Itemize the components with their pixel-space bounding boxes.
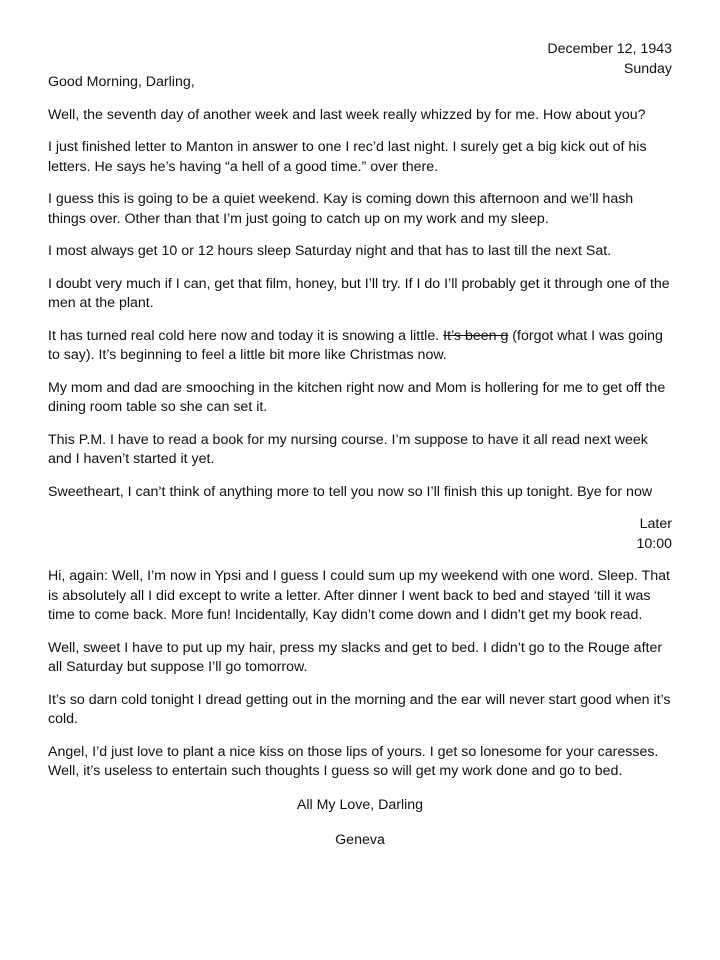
letter-paragraph: Well, the seventh day of another week and last week really whizzed by for me. How about you? (48, 106, 646, 123)
letter-greeting: Good Morning, Darling, (48, 74, 195, 90)
struck-out-text: It’s been g (443, 327, 509, 344)
letter-paragraph: I doubt very much if I can, get that film, honey, but I’ll try. If I do I’ll probably get it through one of the men at the plant. (48, 275, 670, 311)
letter-paragraph: I just finished letter to Manton in answer to one I rec’d last night. I surely get a big kick out of his letters. He says he’s having “a hell of a good time.” over there. (48, 139, 647, 175)
letter-paragraph: Well, sweet I have to put up my hair, press my slacks and get to bed. I didn’t go to the Rouge after all Saturday but suppose I’ll go tomorrow. (48, 639, 663, 675)
later-header (48, 515, 672, 554)
letter-paragraph: Hi, again: Well, I’m now in Ypsi and I guess I could sum up my weekend with one word. Sleep. That is absolutely all I did except to write a letter. After dinner I went back to bed and stayed ‘till it was time to come back. More fun! Incidentally, Kay didn’t come down and I didn’t get my book read. (48, 568, 670, 623)
letter-closing: All My Love, Darling (296, 796, 424, 813)
letter-date: December 12, 1943 (547, 41, 672, 57)
paragraph-text-after: (forgot what I was going to say). It’s beginning to feel a little bit more like Christmas now. (48, 327, 663, 363)
letter-paragraph: My mom and dad are smooching in the kitchen right now and Mom is hollering for me to get off the dining room table so she can set it. (48, 379, 666, 415)
letter-paragraph: I most always get 10 or 12 hours sleep Saturday night and that has to last till the next Sat. (48, 243, 612, 259)
letter-paragraph: I guess this is going to be a quiet weekend. Kay is coming down this afternoon and we’ll hash things over. Other than that I’m just going to catch up on my work and my sleep. (48, 191, 634, 227)
letter-paragraph: Sweetheart, I can’t think of anything more to tell you now so I’ll finish this up tonight. Bye for now (48, 483, 653, 500)
letter-paragraph: Angel, I’d just love to plant a nice kiss on those lips of yours. I get so lonesome for your caresses. Well, it’s useless to entertain such thoughts I guess so will get my work done and go to bed. (48, 743, 659, 779)
letter-paragraph: It’s so darn cold tonight I dread getting out in the morning and the ear will never start good when it’s cold. (48, 691, 671, 727)
letter-paragraph-with-strikeout (48, 327, 672, 366)
paragraph-text-before: It has turned real cold here now and today it is snowing a little. (48, 327, 444, 344)
letter-day: Sunday (623, 60, 672, 77)
later-time: 10:00 (636, 535, 672, 552)
letter-signature: Geneva (335, 832, 385, 848)
later-label: Later (639, 516, 672, 532)
letter-paragraph: This P.M. I have to read a book for my nursing course. I’m suppose to have it all read next week and I haven’t started it yet. (48, 431, 648, 467)
letter-page (48, 40, 672, 867)
